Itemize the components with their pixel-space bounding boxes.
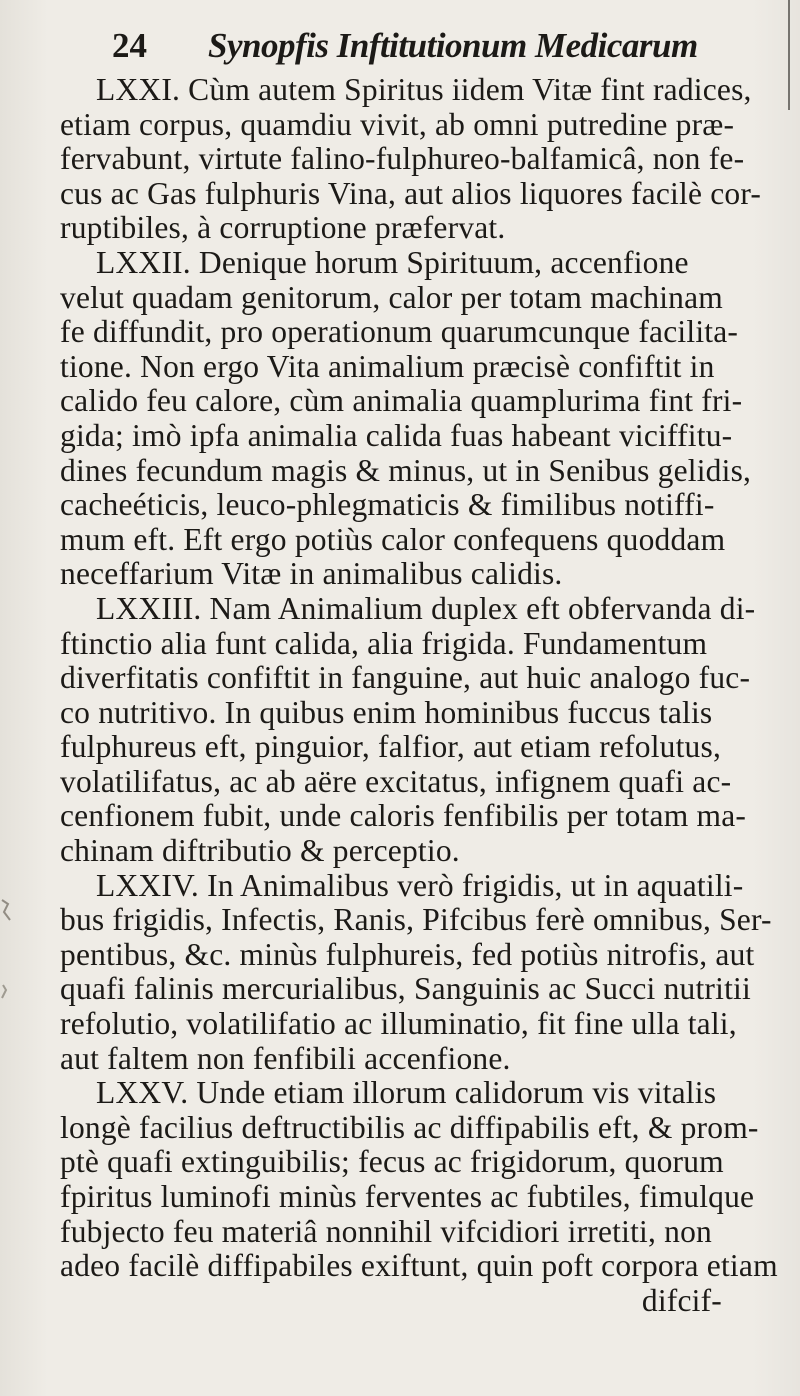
text-line: ptè quafi extinguibilis; fecus ac frigidorum, quorum	[60, 1144, 724, 1180]
text-line: LXXIII. Nam Animalium duplex eft obfervanda di-	[96, 590, 756, 626]
text-line: fervabunt, virtute falino-fulphureo-balfamicâ, non fe-	[60, 141, 745, 177]
text-line: fulphureus eft, pinguior, falfior, aut etiam refolutus,	[60, 729, 722, 765]
running-title: Synopfis Inftitutionum Medicarum	[208, 26, 698, 65]
text-line: cacheéticis, leuco-phlegmaticis & fimilibus notiffi-	[60, 487, 715, 523]
text-line: quafi falinis mercurialibus, Sanguinis ac Succi nutritii	[60, 971, 751, 1007]
text-line: gida; imò ipfa animalia calida fuas habeant viciffitu-	[60, 417, 733, 453]
text-line: cus ac Gas fulphuris Vina, aut alios liquores facilè cor-	[60, 175, 762, 211]
text-line: ruptibiles, à corruptione præfervat.	[60, 210, 506, 246]
text-line: tione. Non ergo Vita animalium præcisè confiftit in	[60, 348, 715, 384]
margin-ink-marks	[0, 890, 40, 1030]
text-line: fubjecto feu materiâ nonnihil vifcidiori irretiti, non	[60, 1213, 712, 1249]
text-line: LXXV. Unde etiam illorum calidorum vis vitalis	[96, 1075, 717, 1111]
catchword: difcif-	[641, 1282, 722, 1318]
text-line: volatilifatus, ac ab aëre excitatus, infignem quafi ac-	[60, 763, 732, 799]
body-text	[60, 73, 780, 1318]
text-line: LXXII. Denique horum Spirituum, accenfione	[96, 244, 689, 280]
text-line: ftinctio alia funt calida, alia frigida. Fundamentum	[60, 625, 708, 661]
text-line: velut quadam genitorum, calor per totam machinam	[60, 279, 724, 315]
text-line: pentibus, &c. minùs fulphureis, fed potiùs nitrofis, aut	[60, 936, 755, 972]
page-header	[112, 26, 772, 66]
text-line: fe diffundit, pro operationum quarumcunque facilita-	[60, 314, 739, 350]
text-line: refolutio, volatilifatio ac illuminatio, fit fine ulla tali,	[60, 1006, 737, 1042]
text-line: chinam diftributio & perceptio.	[60, 833, 460, 869]
text-line: longè facilius deftructibilis ac diffipabilis eft, & prom-	[60, 1109, 759, 1145]
text-line: cenfionem fubit, unde caloris fenfibilis per totam ma-	[60, 798, 747, 834]
page-number: 24	[112, 26, 147, 65]
text-line: neceffarium Vitæ in animalibus calidis.	[60, 556, 563, 592]
text-line: LXXI. Cùm autem Spiritus iidem Vitæ fint radices,	[96, 72, 752, 107]
text-line: aut faltem non fenfibili accenfione.	[60, 1040, 511, 1076]
text-line: co nutritivo. In quibus enim hominibus fuccus talis	[60, 694, 713, 730]
text-line: etiam corpus, quamdiu vivit, ab omni putredine præ-	[60, 106, 735, 142]
text-line: fpiritus luminofi minùs ferventes ac fubtiles, fimulque	[60, 1179, 755, 1214]
text-line: diverfitatis confiftit in fanguine, aut huic analogo fuc-	[60, 660, 751, 696]
text-line: adeo facilè diffipabiles exiftunt, quin poft corpora etiam	[60, 1248, 778, 1284]
text-line: LXXIV. In Animalibus verò frigidis, ut in aquatili-	[96, 867, 744, 903]
text-line: dines fecundum magis & minus, ut in Senibus gelidis,	[60, 452, 752, 488]
text-line: bus frigidis, Infectis, Ranis, Pifcibus ferè omnibus, Ser-	[60, 902, 772, 938]
text-line: mum eft. Eft ergo potiùs calor confequens quoddam	[60, 521, 726, 557]
page-edge-shadow	[788, 0, 790, 110]
text-line: calido feu calore, cùm animalia quamplurima fint fri-	[60, 383, 743, 419]
